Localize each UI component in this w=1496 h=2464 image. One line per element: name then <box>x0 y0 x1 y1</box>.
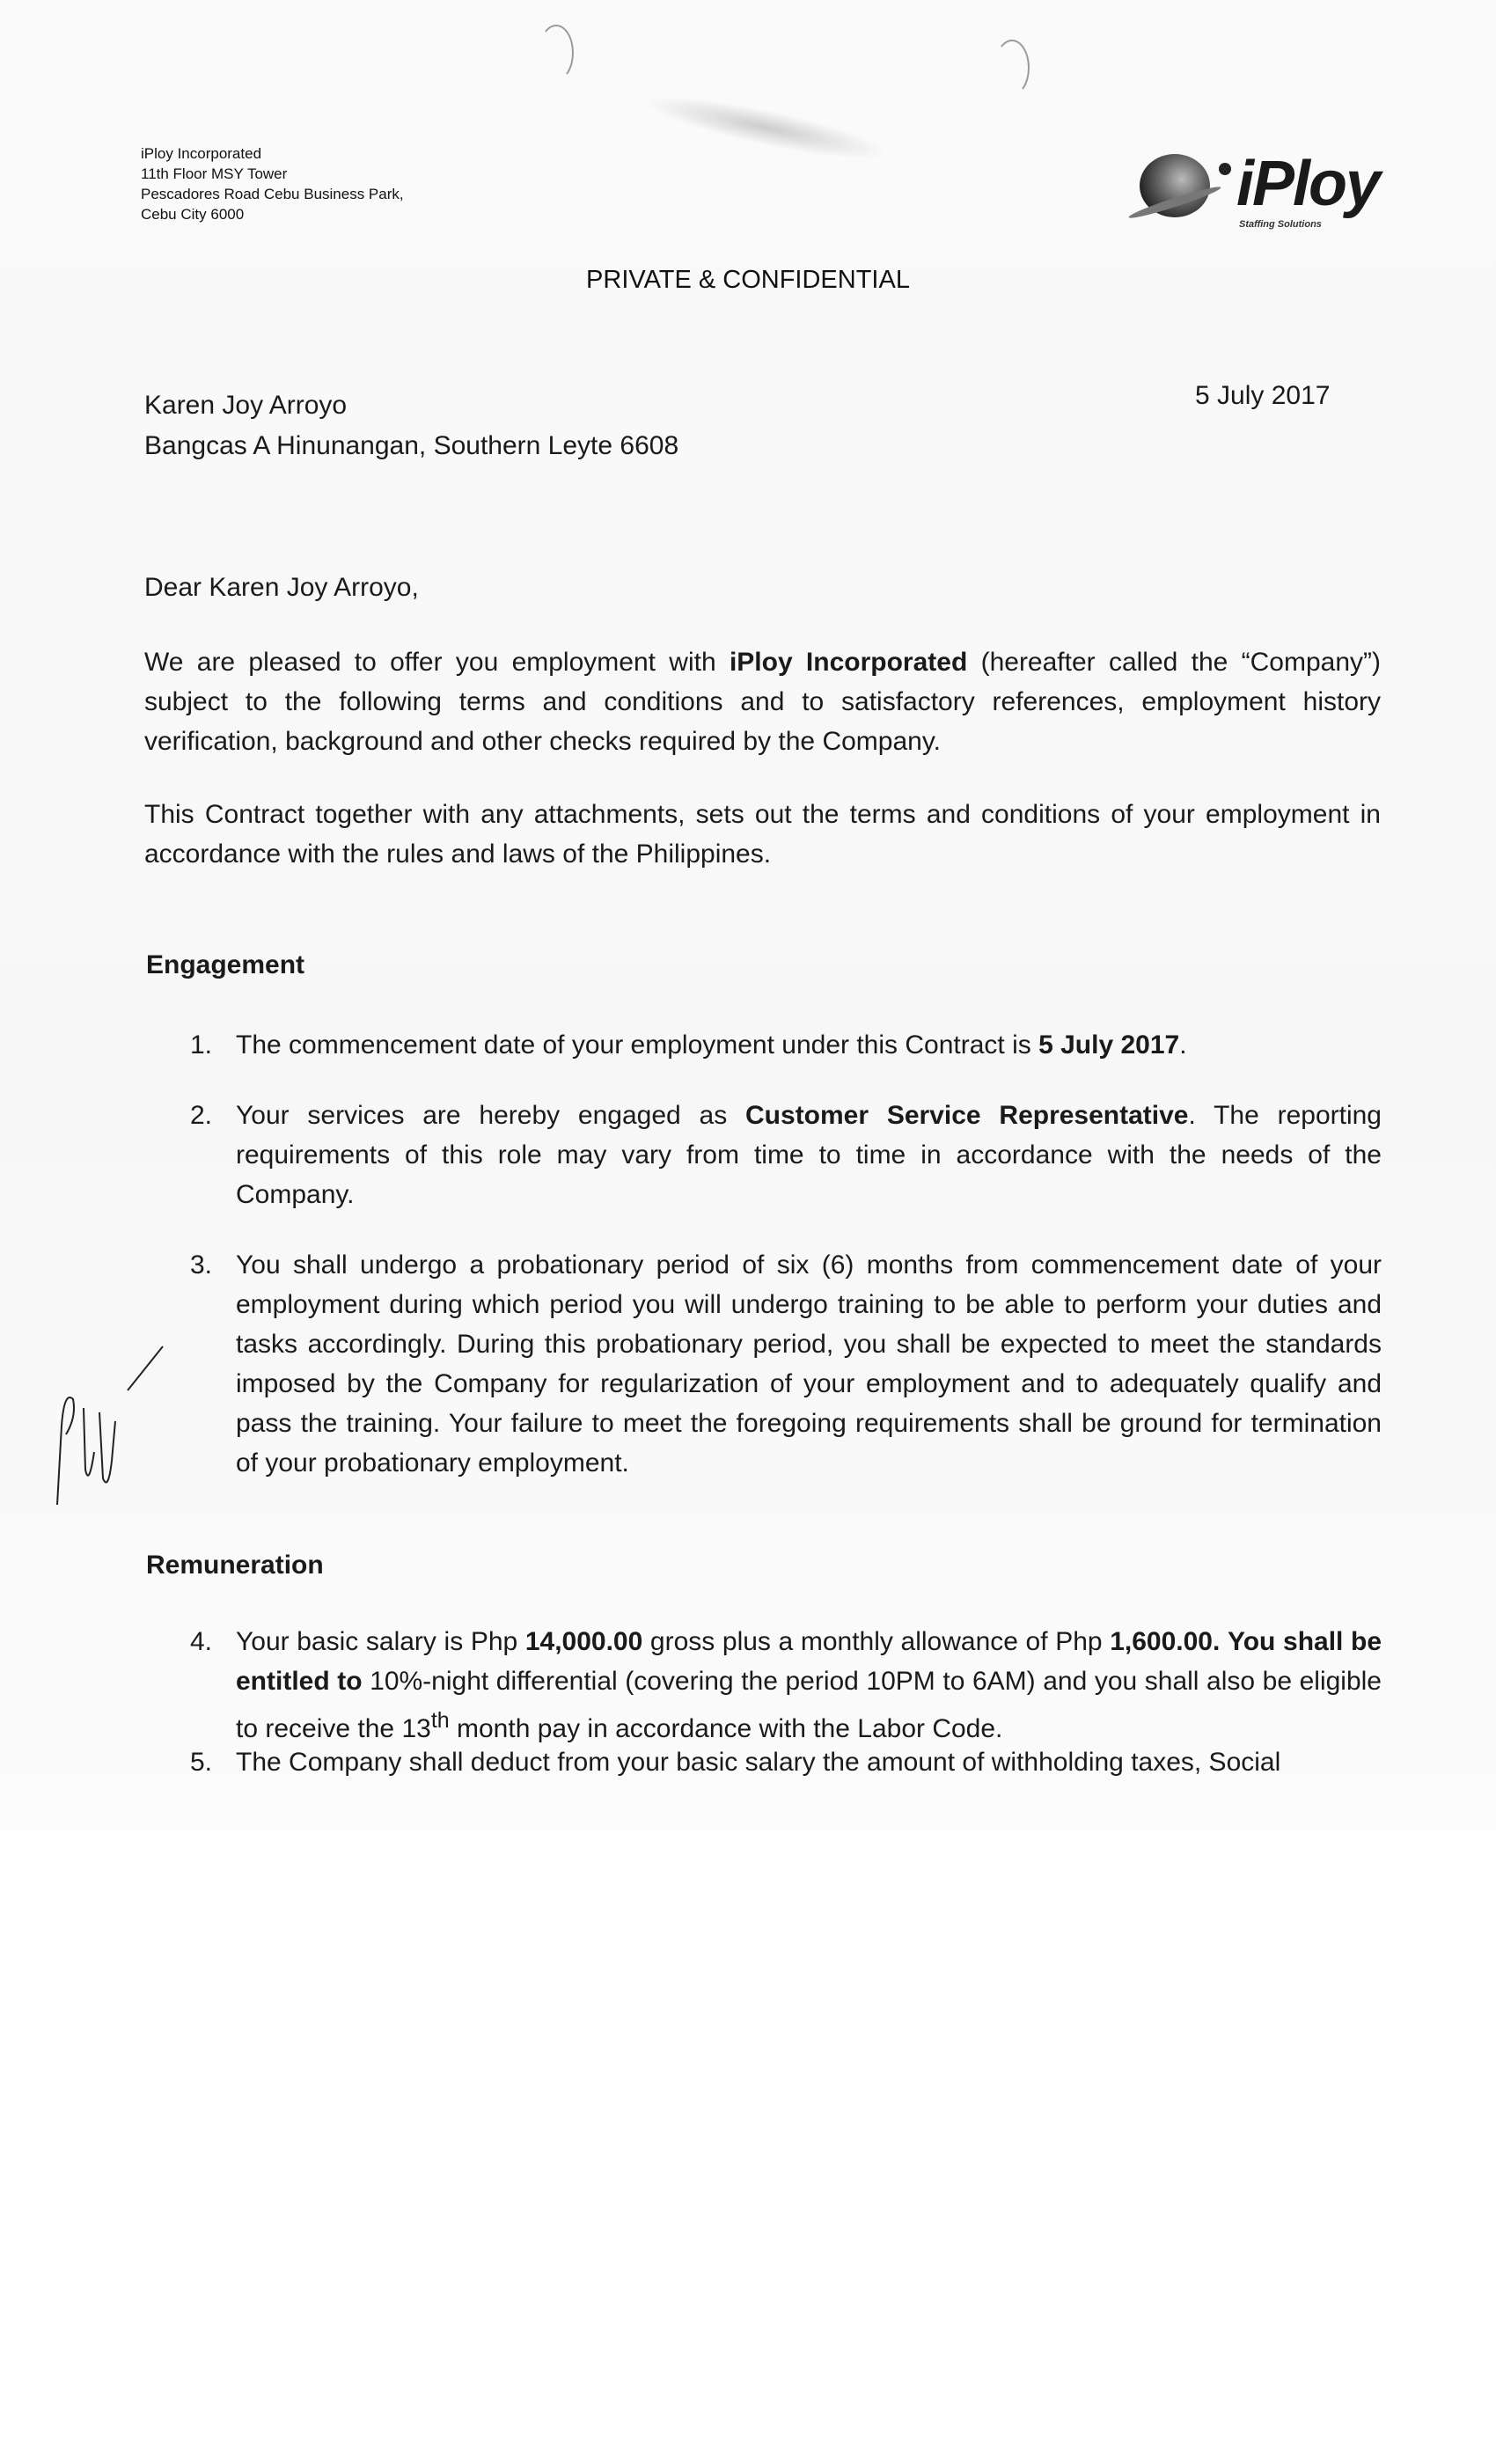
basic-salary: 14,000.00 <box>524 1627 643 1656</box>
sender-line: Cebu City 6000 <box>141 206 245 223</box>
list-item: 2. Your services are hereby engaged as Customer Service Representative. The reporting requirements of this role may vary from time to time in accordance with the needs of the Company. <box>190 1096 1382 1214</box>
salutation-name: Karen Joy Arroyo <box>209 573 412 602</box>
commencement-date: 5 July 2017 <box>1038 1030 1180 1060</box>
company-name: iPloy Incorporated <box>729 648 968 677</box>
sender-address <box>141 143 404 224</box>
logo-dot <box>1219 163 1231 175</box>
recipient-block <box>144 385 678 466</box>
logo-wordmark: iPloy <box>1236 149 1380 219</box>
job-title: Customer Service Representative <box>745 1101 1189 1130</box>
contract-paragraph: This Contract together with any attachments, sets out the terms and conditions of your employment in accordance with the rules and laws of the Philippines. <box>144 800 1381 869</box>
confidential-label: PRIVATE & CONFIDENTIAL <box>586 266 910 294</box>
item-number: 2. <box>190 1101 213 1130</box>
sender-line: iPloy Incorporated <box>141 145 262 162</box>
punch-hole-mark <box>539 25 574 81</box>
recipient-address: Bangcas A Hinunangan, Southern Leyte 6608 <box>144 431 679 460</box>
item-number: 4. <box>190 1627 213 1656</box>
list-item <box>190 1742 1382 1782</box>
list-item: 4. Your basic salary is Php 14,000.00 gross plus a monthly allowance of Php 1,600.00. You shall be entitled to 10%-night differential (covering the period 10PM to 6AM) and you shall also be eligible to receive the 13th month pay in accordance with the Labor Code. <box>190 1622 1382 1749</box>
salutation: Dear Karen Joy Arroyo, <box>144 573 419 602</box>
sender-line: 11th Floor MSY Tower <box>141 165 288 182</box>
recipient-name: Karen Joy Arroyo <box>144 391 348 420</box>
sender-line: Pescadores Road Cebu Business Park, <box>141 186 404 202</box>
list-item: 1. The commencement date of your employment under this Contract is 5 July 2017. <box>190 1025 1382 1065</box>
item-text: The Company shall deduct from your basic salary the amount of withholding taxes, Social <box>236 1748 1281 1777</box>
item-number: 3. <box>190 1250 213 1280</box>
letter-date: 5 July 2017 <box>1195 381 1331 410</box>
item-number: 1. <box>190 1030 213 1060</box>
section-heading-remuneration: Remuneration <box>146 1551 324 1580</box>
list-item <box>190 1245 1382 1483</box>
item-number: 5. <box>190 1748 213 1777</box>
item-text: You shall undergo a probationary period of six (6) months from commencement date of your employment during which period you will undergo training to be able to perform your duties and tasks accordingly. During this probationary period, you shall be expected to meet the standards imposed by the Company for regularization of your employment and to adequately qualify and pass the training. Your failure to meet the foregoing requirements shall be ground for termination of your probationary employment. <box>236 1250 1382 1478</box>
section-heading-engagement: Engagement <box>146 950 305 979</box>
monthly-allowance: 1,600.00. <box>1110 1627 1221 1656</box>
punch-hole-mark <box>994 40 1030 96</box>
logo-tagline: Staffing Solutions <box>1239 219 1322 230</box>
iploy-logo <box>1126 136 1390 230</box>
signature-initials <box>31 1338 172 1514</box>
intro-paragraph: We are pleased to offer you employment with iPloy Incorporated (hereafter called the “Company”) subject to the following terms and conditions and to satisfactory references, employment history verification, background and other checks required by the Company. <box>144 648 1381 756</box>
